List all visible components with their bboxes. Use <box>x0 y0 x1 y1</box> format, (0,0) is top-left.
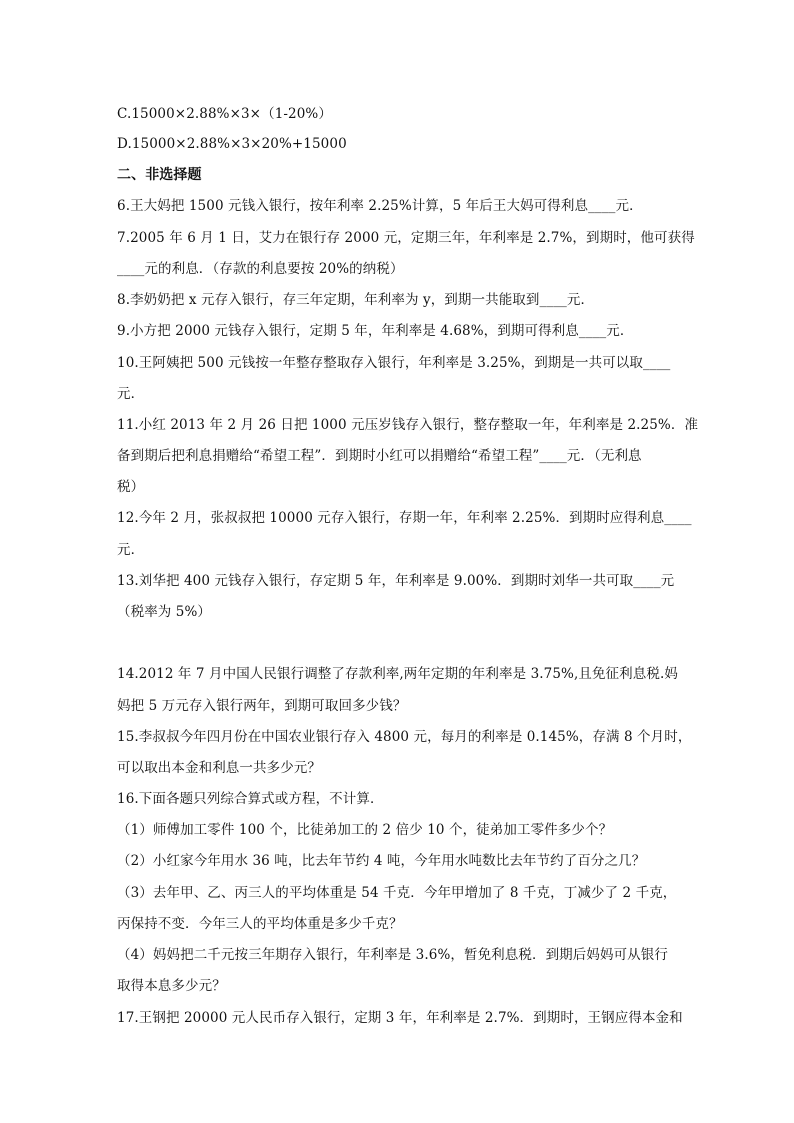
question-6: 6.王大妈把 1500 元钱入银行，按年利率 2.25%计算，5 年后王大妈可得利息____元． <box>117 198 643 214</box>
question-16-part-2: （2）小红家今年用水 36 吨，比去年节约 4 吨，今年用水吨数比去年节约了百分之几？ <box>117 853 646 869</box>
question-16-part-4-line-2: 取得本息多少元？ <box>117 978 226 994</box>
section-heading: 二、非选择题 <box>117 167 202 183</box>
question-11-line-2: 备到期后把利息捐赠给“希望工程”．到期时小红可以捐赠给“希望工程”____元．（无利息 <box>117 448 642 464</box>
question-10-line-2: 元． <box>117 386 145 402</box>
question-17-line-1: 17.王钢把 20000 元人民币存入银行，定期 3 年，年利率是 2.7%．到期时，王钢应得本金和 <box>117 1010 683 1026</box>
question-7-line-1: 7.2005 年 6 月 1 日，艾力在银行存 2000 元，定期三年，年利率是 2.7%，到期时，他可获得 <box>117 230 695 246</box>
question-12-line-1: 12.今年 2 月，张叔叔把 10000 元存入银行，存期一年，年利率 2.25%．到期时应得利息____ <box>117 510 692 526</box>
question-16-part-3-line-2: 丙保持不变．今年三人的平均体重是多少千克？ <box>117 916 403 932</box>
question-13-line-1: 13.刘华把 400 元钱存入银行，存定期 5 年，年利率是 9.00%．到期时刘华一共可取____元 <box>117 573 675 589</box>
question-12-line-2: 元． <box>117 542 145 558</box>
question-7-line-2: ____元的利息．（存款的利息要按 20%的纳税） <box>117 261 404 277</box>
question-16: 16.下面各题只列综合算式或方程，不计算． <box>117 791 384 807</box>
question-14-line-1: 14.2012 年 7 月中国人民银行调整了存款利率,两年定期的年利率是 3.75%,且免征利息税.妈 <box>117 666 678 682</box>
question-9: 9.小方把 2000 元钱存入银行，定期 5 年，年利率是 4.68%，到期可得利息____元． <box>117 323 634 339</box>
question-11-line-1: 11.小红 2013 年 2 月 26 日把 1000 元压岁钱存入银行，整存整取一年，年利率是 2.25%．准 <box>117 417 699 433</box>
question-14-line-2: 妈把 5 万元存入银行两年，到期可取回多少钱？ <box>117 698 407 714</box>
question-13-line-2: （税率为 5%） <box>117 604 212 620</box>
question-16-part-3-line-1: （3）去年甲、乙、丙三人的平均体重是 54 千克．今年甲增加了 8 千克，丁减少了 2 千克， <box>117 885 677 901</box>
question-16-part-4-line-1: （4）妈妈把二千元按三年期存入银行，年利率是 3.6%，暂免利息税．到期后妈妈可从银行 <box>117 947 668 963</box>
question-16-part-1: （1）师傅加工零件 100 个，比徒弟加工的 2 倍少 10 个，徒弟加工零件多少个？ <box>117 822 613 838</box>
option-c: C.15000×2.88%×3×（1-20%） <box>117 106 332 122</box>
question-10-line-1: 10.王阿姨把 500 元钱按一年整存整取存入银行，年利率是 3.25%，到期是一共可以取____ <box>117 355 671 371</box>
question-8: 8.李奶奶把 x 元存入银行，存三年定期，年利率为 y，到期一共能取到____元． <box>117 292 595 308</box>
question-15-line-1: 15.李叔叔今年四月份在中国农业银行存入 4800 元，每月的利率是 0.145%，存满 8 个月时， <box>117 729 692 745</box>
option-d: D.15000×2.88%×3×20%+15000 <box>117 136 347 152</box>
question-15-line-2: 可以取出本金和利息一共多少元？ <box>117 760 321 776</box>
question-11-line-3: 税） <box>117 479 145 495</box>
